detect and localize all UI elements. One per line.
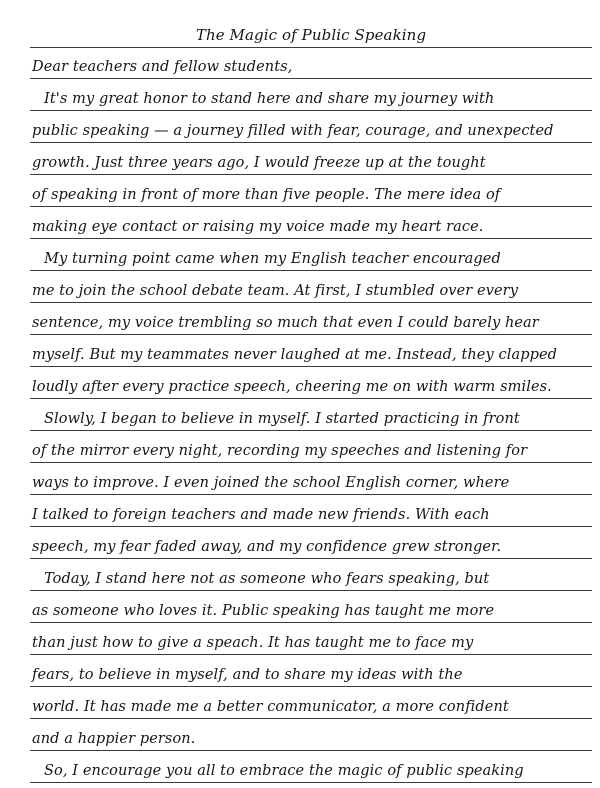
essay-line xyxy=(30,752,592,783)
essay-line xyxy=(30,400,592,431)
essay-line xyxy=(30,528,592,559)
essay-line-text: My turning point came when my English teacher encouraged xyxy=(44,251,501,267)
essay-line-text: of speaking in front of more than five people. The mere idea of xyxy=(32,187,501,203)
essay-line-text: speech, my fear faded away, and my confidence grew stronger. xyxy=(32,539,502,555)
essay-line xyxy=(30,80,592,111)
essay-line-text: sentence, my voice trembling so much that even I could barely hear xyxy=(32,315,539,331)
essay-line xyxy=(30,144,592,175)
essay-line-text: me to join the school debate team. At first, I stumbled over every xyxy=(32,283,518,299)
essay-title: The Magic of Public Speaking xyxy=(195,26,427,44)
essay-line xyxy=(30,48,592,79)
essay-title-line xyxy=(30,17,592,48)
essay-line-text: I talked to foreign teachers and made new friends. With each xyxy=(32,507,490,523)
essay-line xyxy=(30,112,592,143)
essay-line xyxy=(30,592,592,623)
essay-line xyxy=(30,272,592,303)
essay-line-text: myself. But my teammates never laughed at me. Instead, they clapped xyxy=(32,347,558,363)
essay-line-text: So, I encourage you all to embrace the magic of public speaking xyxy=(44,763,524,779)
essay-line xyxy=(30,176,592,207)
essay-line-text: fears, to believe in myself, and to share my ideas with the xyxy=(32,667,463,683)
essay-line-text: loudly after every practice speech, cheering me on with warm smiles. xyxy=(32,379,552,395)
essay-line-text: growth. Just three years ago, I would freeze up at the tought xyxy=(32,155,486,171)
essay-line xyxy=(30,656,592,687)
essay-line-text: ways to improve. I even joined the school English corner, where xyxy=(32,475,510,491)
essay-line xyxy=(30,368,592,399)
essay-line xyxy=(30,496,592,527)
essay-line xyxy=(30,336,592,367)
essay-line xyxy=(30,240,592,271)
essay-line xyxy=(30,432,592,463)
essay-line-text: Slowly, I began to believe in myself. I started practicing in front xyxy=(44,411,520,427)
essay-line xyxy=(30,720,592,751)
essay-line-text: and a happier person. xyxy=(32,731,196,747)
essay-line-text: world. It has made me a better communicator, a more confident xyxy=(32,699,509,715)
essay-line xyxy=(30,304,592,335)
essay-line-text: public speaking — a journey filled with fear, courage, and unexpected xyxy=(32,123,554,139)
essay-line xyxy=(30,560,592,591)
essay-line-text: making eye contact or raising my voice made my heart race. xyxy=(32,219,484,235)
essay-line xyxy=(30,464,592,495)
essay-line-text: than just how to give a speach. It has taught me to face my xyxy=(32,635,474,651)
essay-line xyxy=(30,624,592,655)
essay-line-text: as someone who loves it. Public speaking has taught me more xyxy=(32,603,495,619)
essay-line-text: of the mirror every night, recording my speeches and listening for xyxy=(32,443,528,459)
essay-line-text: It's my great honor to stand here and share my journey with xyxy=(44,91,495,107)
essay-line-text: Dear teachers and fellow students, xyxy=(32,59,293,75)
essay-line-text: Today, I stand here not as someone who fears speaking, but xyxy=(44,571,490,587)
essay-line xyxy=(30,208,592,239)
essay-line xyxy=(30,688,592,719)
